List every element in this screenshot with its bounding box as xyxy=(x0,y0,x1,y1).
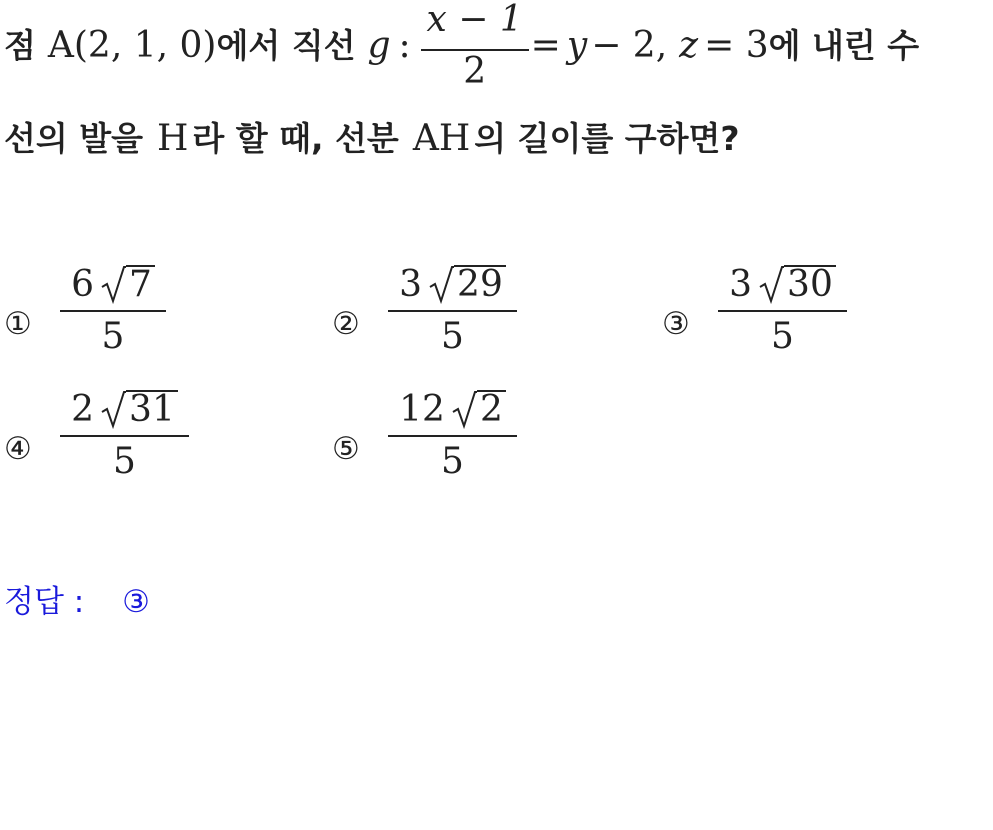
choice-5-denominator: 5 xyxy=(441,441,464,482)
question-line-2 xyxy=(4,118,740,160)
choice-2-sqrt-icon xyxy=(428,265,506,305)
choice-3[interactable] xyxy=(658,264,858,368)
choice-2-radicand: 29 xyxy=(454,265,506,303)
choice-5-fraction xyxy=(388,389,517,493)
choice-2-coefficient: 3 xyxy=(399,264,423,305)
choice-3-denominator: 5 xyxy=(771,316,794,357)
choice-3-number-icon: ③ xyxy=(662,306,690,342)
y-variable: y xyxy=(566,25,588,66)
point-a-coordinates: A(2, 1, 0) xyxy=(47,25,217,66)
question-text-line2-suffix: 의 길이를 구하면? xyxy=(474,119,740,158)
choice-5-radicand: 2 xyxy=(477,390,506,428)
choice-1-fraction xyxy=(60,264,166,368)
choice-5[interactable] xyxy=(328,389,528,493)
choice-5-fraction-bar xyxy=(388,435,517,437)
choice-3-sqrt-icon xyxy=(758,265,836,305)
equals-three: = 3 xyxy=(704,25,769,66)
choice-4-number-icon: ④ xyxy=(4,431,32,467)
fraction-denominator: 2 xyxy=(463,51,487,92)
question-text-line2-prefix: 선의 발을 xyxy=(4,119,144,158)
choice-4[interactable] xyxy=(0,389,200,493)
line-equation-fraction xyxy=(421,0,529,92)
choice-1[interactable] xyxy=(0,264,200,368)
minus-two: − 2, xyxy=(591,25,668,66)
choice-2-fraction-bar xyxy=(388,310,517,312)
choice-5-sqrt-icon xyxy=(451,390,506,430)
choice-1-radicand: 7 xyxy=(126,265,155,303)
choice-2-number-icon: ② xyxy=(332,306,360,342)
choice-4-fraction xyxy=(60,389,189,493)
choice-5-number-icon: ⑤ xyxy=(332,431,360,467)
point-h: H xyxy=(157,118,189,159)
choice-1-denominator: 5 xyxy=(101,316,125,357)
choice-3-fraction-bar xyxy=(718,310,847,312)
choice-4-sqrt-icon xyxy=(100,390,178,430)
choice-4-fraction-bar xyxy=(60,435,189,437)
question-text-prefix: 점 xyxy=(4,26,36,65)
choice-1-fraction-bar xyxy=(60,310,166,312)
question-text-connector: 에서 직선 xyxy=(216,26,356,65)
line-name: g xyxy=(367,25,391,66)
question-text-suffix: 에 내린 수 xyxy=(768,26,920,65)
choice-4-radicand: 31 xyxy=(126,390,178,428)
z-variable: z xyxy=(679,25,699,66)
equals-sign: = xyxy=(530,25,561,66)
choice-2[interactable] xyxy=(328,264,528,368)
question-line-1 xyxy=(4,0,920,92)
line-colon: : xyxy=(398,25,411,66)
segment-ah: AH xyxy=(412,118,471,159)
choice-2-fraction xyxy=(388,264,517,368)
question-text-line2-middle: 라 할 때, 선분 xyxy=(192,119,399,158)
choice-4-denominator: 5 xyxy=(113,441,136,482)
answer-value: ③ xyxy=(122,584,150,620)
choice-1-coefficient: 6 xyxy=(71,264,94,305)
answer-line xyxy=(4,580,150,624)
choice-5-coefficient: 12 xyxy=(399,389,445,430)
choice-1-sqrt-icon xyxy=(100,265,155,305)
choice-3-fraction xyxy=(718,264,847,368)
choice-2-denominator: 5 xyxy=(441,316,464,357)
choice-3-radicand: 30 xyxy=(784,265,836,303)
choice-3-coefficient: 3 xyxy=(729,264,753,305)
fraction-numerator: x − 1 xyxy=(426,0,523,40)
choice-1-number-icon: ① xyxy=(4,306,32,342)
answer-label: 정답 : xyxy=(4,584,85,620)
choice-4-coefficient: 2 xyxy=(71,389,95,430)
